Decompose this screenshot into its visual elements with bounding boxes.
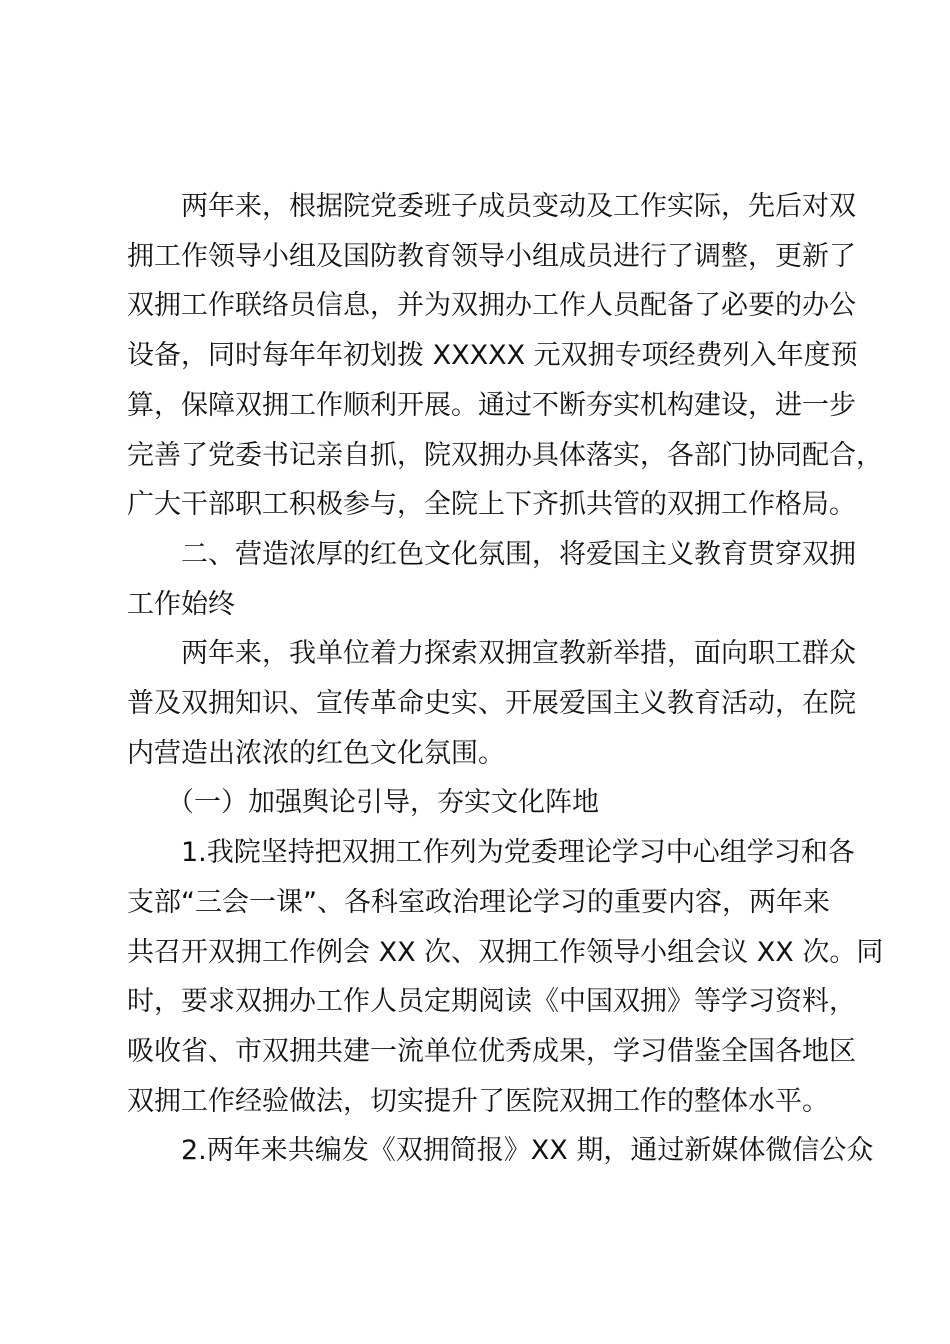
- text-line: 拥工作领导小组及国防教育领导小组成员进行了调整，更新了: [127, 240, 856, 272]
- text-line: 算，保障双拥工作顺利开展。通过不断夯实机构建设，进一步: [127, 389, 856, 421]
- text-line: 二、营造浓厚的红色文化氛围，将爱国主义教育贯穿双拥: [181, 538, 856, 570]
- text-line: 设备，同时每年年初划拨 XXXXX 元双拥专项经费列入年度预: [127, 340, 858, 372]
- text-line: 两年来，根据院党委班子成员变动及工作实际，先后对双: [181, 191, 856, 222]
- text-line: 两年来，我单位着力探索双拥宣教新举措，面向职工群众: [181, 638, 856, 670]
- text-line: （一）加强舆论引导，夯实文化阵地: [167, 787, 599, 819]
- document-body: [127, 182, 884, 1176]
- text-line: 吸收省、市双拥共建一流单位优秀成果，学习借鉴全国各地区: [127, 1035, 856, 1067]
- subsection-heading-1: [127, 778, 857, 828]
- text-line: 内营造出浓浓的红色文化氛围。: [127, 737, 505, 769]
- text-line: 普及双拥知识、宣传革命史实、开展爱国主义教育活动，在院: [127, 688, 856, 720]
- text-line: 工作始终: [127, 588, 235, 620]
- section-heading-2: [127, 530, 857, 629]
- text-line: 时，要求双拥办工作人员定期阅读《中国双拥》等学习资料，: [127, 986, 856, 1018]
- text-line: 1.我院坚持把双拥工作列为党委理论学习中心组学习和各: [181, 837, 855, 869]
- text-line: 支部“三会一课”、各科室政治理论学习的重要内容，两年来: [127, 886, 830, 918]
- text-line: 广大干部职工积极参与，全院上下齐抓共管的双拥工作格局。: [127, 489, 856, 521]
- text-line: 共召开双拥工作例会 XX 次、双拥工作领导小组会议 XX 次。同: [127, 936, 884, 968]
- text-line: 双拥工作联络员信息，并为双拥办工作人员配备了必要的办公: [127, 290, 856, 322]
- paragraph-organization: [127, 182, 883, 530]
- paragraph-item-1: [127, 828, 884, 1126]
- paragraph-red-culture: [127, 629, 857, 778]
- text-line: 完善了党委书记亲自抓，院双拥办具体落实，各部门协同配合，: [127, 439, 883, 471]
- text-line: 双拥工作经验做法，切实提升了医院双拥工作的整体水平。: [127, 1085, 829, 1117]
- paragraph-item-2: [127, 1126, 874, 1176]
- text-line: 2.两年来共编发《双拥简报》XX 期，通过新媒体微信公众: [181, 1135, 874, 1167]
